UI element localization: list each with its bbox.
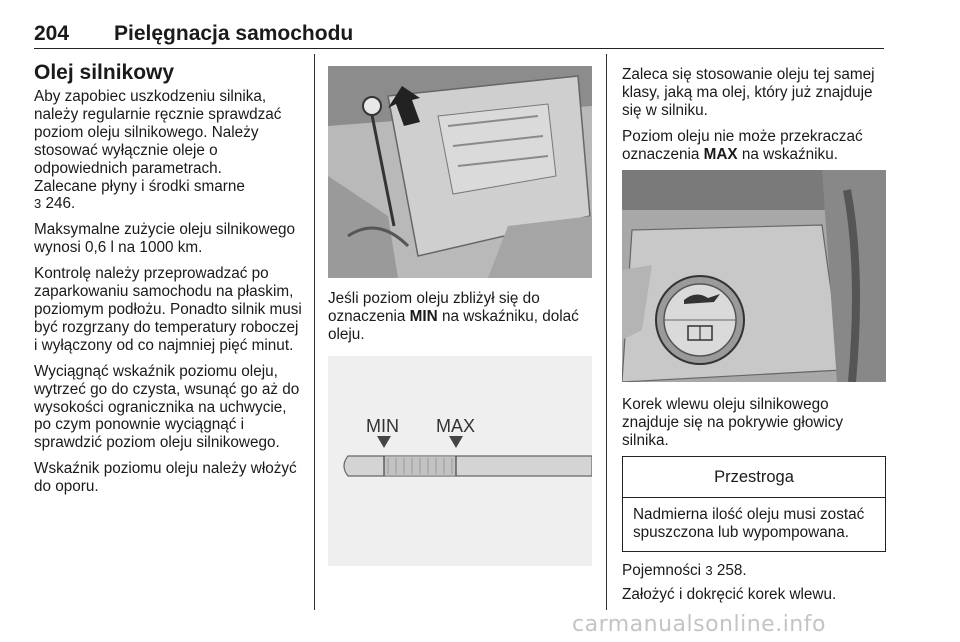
- page-number: 204: [34, 22, 70, 45]
- right-column-bottom: [622, 562, 886, 610]
- cross-reference[interactable]: Zalecane płyny i środki smarne 3 246.: [34, 177, 245, 213]
- reference-arrow-icon: 3: [705, 563, 713, 578]
- middle-column: [328, 290, 592, 352]
- column-divider: [606, 54, 607, 610]
- right-column: [622, 66, 886, 172]
- caution-box: [622, 456, 886, 552]
- reference-arrow-icon: 3: [34, 196, 42, 212]
- caution-text: Nadmierna ilość oleju musi zostać spuszczona lub wypompowana.: [633, 506, 865, 541]
- max-marker-label: MAX: [436, 416, 476, 436]
- paragraph: Poziom oleju nie może przekraczać oznaczenia MAX na wskaźniku.: [622, 127, 863, 163]
- caution-title: Przestroga: [623, 457, 885, 498]
- paragraph: Wyciągnąć wskaźnik poziomu oleju, wytrzeć go do czysta, wsunąć go aż do wysokości ogranicznika na uchwycie, po czym ponownie wyciągnąć i sprawdzić poziom oleju silnikowego.: [34, 362, 300, 452]
- engine-dipstick-figure: [328, 66, 592, 278]
- section-title: Olej silnikowy: [34, 61, 175, 84]
- max-keyword: MAX: [703, 145, 738, 163]
- left-column: [34, 60, 302, 504]
- paragraph: Aby zapobiec uszkodzeniu silnika, należy regularnie ręcznie sprawdzać poziom oleju silnikowego. Należy stosować wyłącznie oleje o odpowiednich parametrach. Zalecane płyny i środki smarne 3 246.: [34, 88, 282, 213]
- watermark: carmanualsonline.info: [572, 612, 826, 637]
- paragraph: Kontrolę należy przeprowadzać po zaparkowaniu samochodu na płaskim, poziomym podłożu. Ponadto silnik musi być rozgrzany do temperatury roboczej i wyłączony od co najmniej pięć minut.: [34, 265, 302, 354]
- min-marker-label: MIN: [366, 416, 399, 436]
- min-keyword: MIN: [409, 307, 438, 325]
- paragraph: Wskaźnik poziomu oleju należy włożyć do oporu.: [34, 460, 297, 496]
- dipstick-min-max-figure: [328, 356, 592, 566]
- paragraph: Założyć i dokręcić korek wlewu.: [622, 585, 837, 603]
- figure-caption: Korek wlewu oleju silnikowego znajduje się na pokrywie głowicy silnika.: [622, 396, 844, 449]
- paragraph: Zaleca się stosowanie oleju tej samej klasy, jaką ma olej, który już znajduje się w silniku.: [622, 66, 875, 119]
- oil-filler-cap-figure: [622, 170, 886, 382]
- paragraph: Maksymalne zużycie oleju silnikowego wynosi 0,6 l na 1000 km.: [34, 221, 296, 257]
- chapter-title: Pielęgnacja samochodu: [114, 22, 354, 45]
- column-divider: [314, 54, 315, 610]
- paragraph: Jeśli poziom oleju zbliżył się do oznaczenia MIN na wskaźniku, dolać oleju.: [328, 290, 579, 343]
- page-header: [34, 22, 884, 49]
- cross-reference[interactable]: Pojemności 3 258.: [622, 562, 747, 579]
